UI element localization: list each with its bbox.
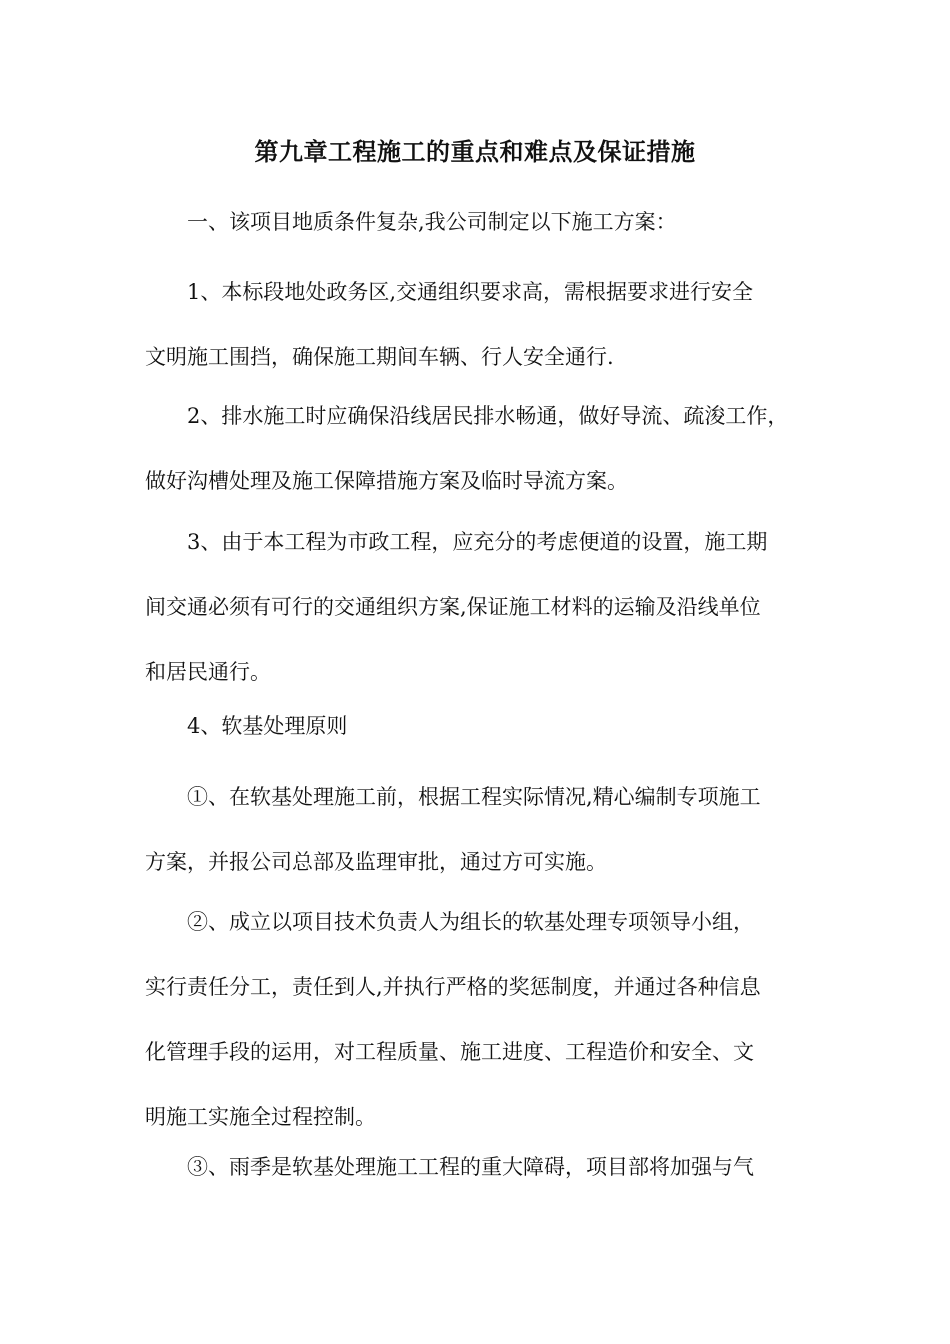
text-line-8: 和居民通行。 [145, 660, 271, 684]
paragraph-4 [145, 694, 825, 759]
text-line-3: 文明施工围挡，确保施工期间车辆、行人安全通行. [145, 345, 614, 369]
text-line-15: 明施工实施全过程控制。 [145, 1105, 376, 1129]
document-title: 第九章工程施工的重点和难点及保证措施 [254, 137, 696, 166]
paragraph-7 [145, 1135, 825, 1200]
text-line-5: 做好沟槽处理及施工保障措施方案及临时导流方案。 [145, 469, 628, 493]
paragraph-6 [145, 890, 825, 1150]
text-line-13: 实行责任分工，责任到人,并执行严格的奖惩制度，并通过各种信息 [145, 975, 761, 999]
text-line-4: 2、排水施工时应确保沿线居民排水畅通，做好导流、疏浚工作， [187, 404, 789, 428]
paragraph-3 [145, 510, 825, 705]
text-line-1: 一、该项目地质条件复杂,我公司制定以下施工方案： [187, 210, 677, 234]
document-body [145, 190, 825, 255]
text-line-12: ②、成立以项目技术负责人为组长的软基处理专项领导小组， [187, 910, 754, 934]
text-line-7: 间交通必须有可行的交通组织方案,保证施工材料的运输及沿线单位 [145, 595, 761, 619]
text-line-16: ③、雨季是软基处理施工工程的重大障碍，项目部将加强与气 [187, 1155, 754, 1179]
paragraph-2 [145, 384, 825, 514]
text-line-10: ①、在软基处理施工前，根据工程实际情况,精心编制专项施工 [187, 785, 761, 809]
paragraph-1 [145, 260, 825, 390]
text-line-9: 4、软基处理原则 [187, 714, 348, 738]
paragraph-5 [145, 765, 825, 895]
text-line-14: 化管理手段的运用，对工程质量、施工进度、工程造价和安全、文 [145, 1040, 754, 1064]
text-line-11: 方案，并报公司总部及监理审批，通过方可实施。 [145, 850, 607, 874]
text-line-6: 3、由于本工程为市政工程，应充分的考虑便道的设置，施工期 [187, 530, 768, 554]
text-line-2: 1、本标段地处政务区,交通组织要求高，需根据要求进行安全 [187, 280, 754, 304]
